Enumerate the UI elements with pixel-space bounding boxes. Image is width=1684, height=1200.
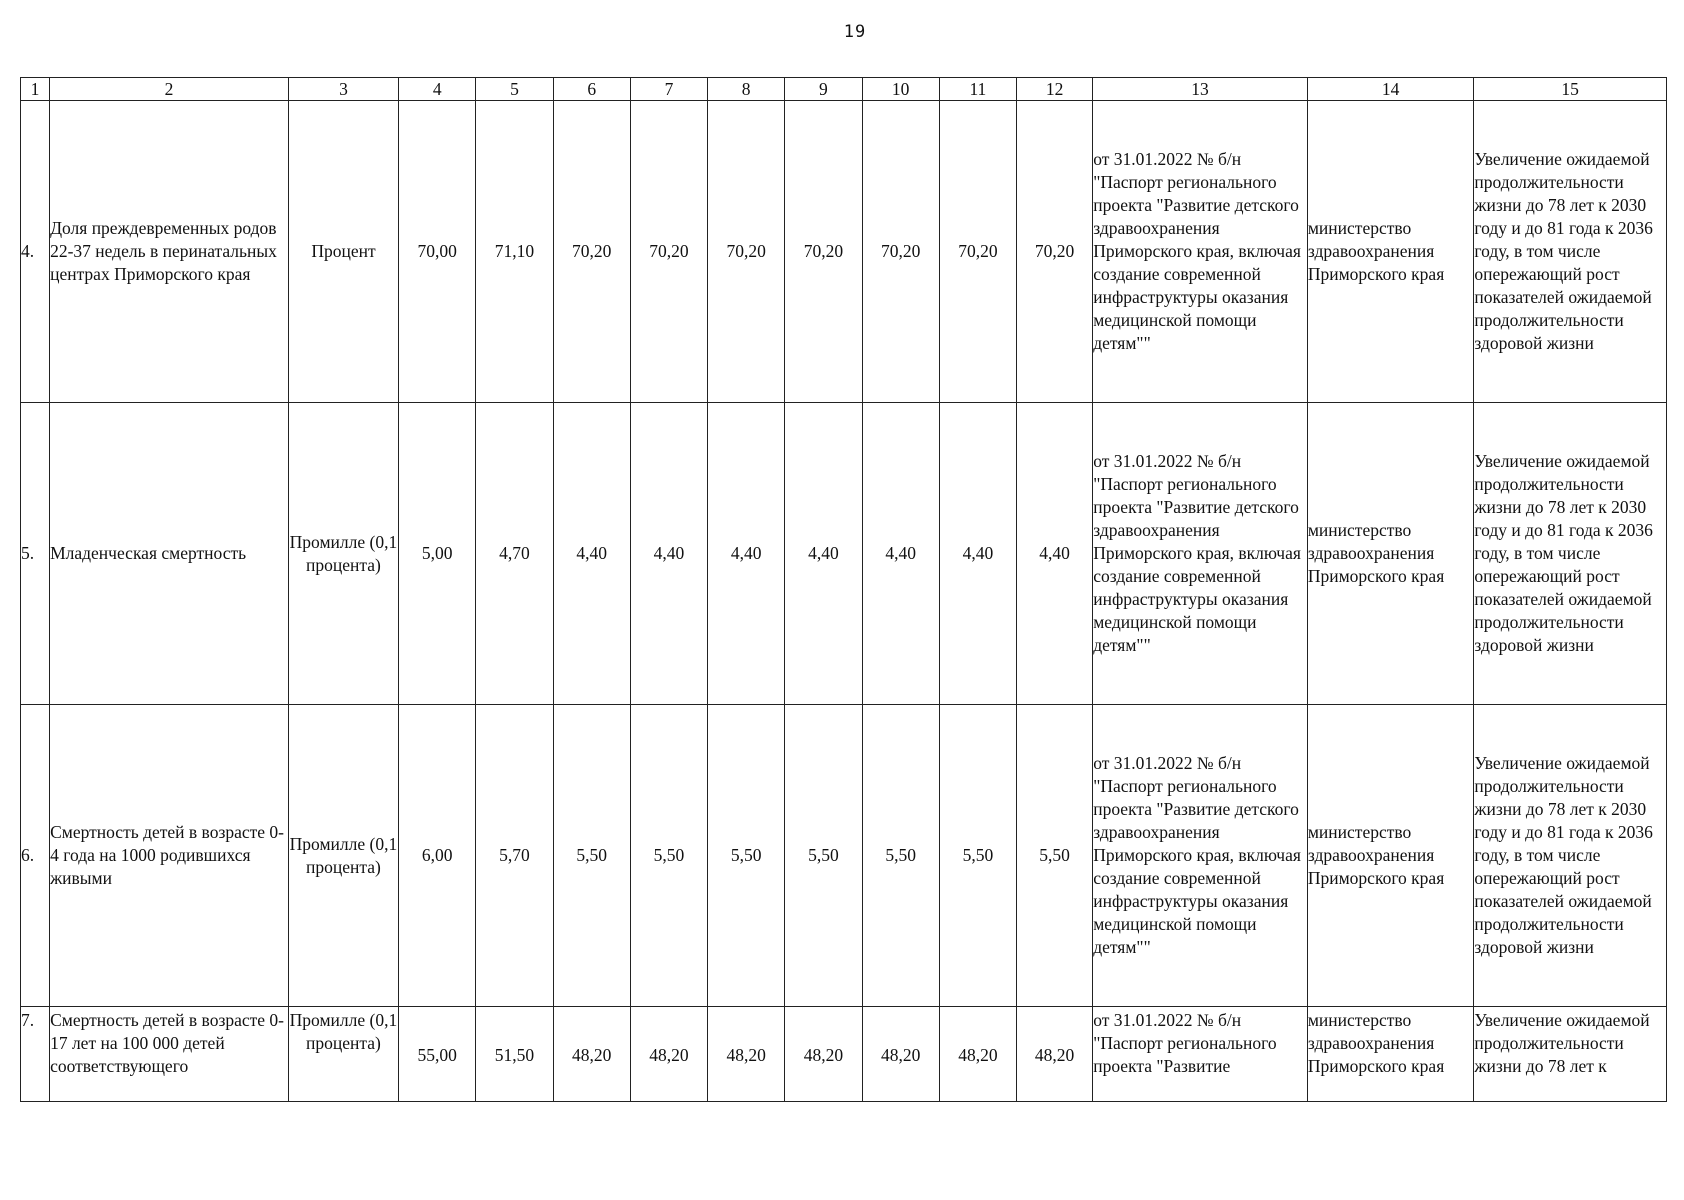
column-header: 4 [399, 78, 476, 101]
column-header: 15 [1474, 78, 1667, 101]
value-cell: 48,20 [785, 1007, 862, 1102]
expected-result: Увеличение ожидаемой продолжительности жизни до 78 лет к 2030 году и до 81 года к 2036 году, в том числе опережающий рост показателей ожидаемой продолжительности здоровой жизни [1474, 101, 1667, 403]
value-cell: 4,70 [476, 403, 553, 705]
indicator-name [50, 1007, 289, 1102]
value-cell: 70,20 [785, 101, 862, 403]
responsible-body: министерство здравоохранения Приморского края [1307, 705, 1474, 1007]
value-cell: 71,10 [476, 101, 553, 403]
source-document: от 31.01.2022 № б/н "Паспорт регионального проекта "Развитие детского здравоохранения Приморского края, включая создание современной инфраструктуры оказания медицинской помощи детям"" [1093, 101, 1308, 403]
column-header: 2 [50, 78, 289, 101]
value-cell: 5,50 [1017, 705, 1093, 1007]
value-cell: 5,50 [553, 705, 630, 1007]
column-header: 12 [1017, 78, 1093, 101]
indicator-name: Младенческая смертность [50, 403, 289, 705]
column-header: 11 [939, 78, 1016, 101]
value-cell: 48,20 [630, 1007, 707, 1102]
table-row [21, 705, 1667, 1007]
column-header: 1 [21, 78, 50, 101]
row-number: 5. [21, 403, 50, 705]
source-document [1093, 1007, 1308, 1102]
expected-result: Увеличение ожидаемой продолжительности жизни до 78 лет к 2030 году и до 81 года к 2036 году, в том числе опережающий рост показателей ожидаемой продолжительности здоровой жизни [1474, 705, 1667, 1007]
value-cell: 4,40 [862, 403, 939, 705]
value-cell: 70,20 [630, 101, 707, 403]
value-cell: 4,40 [939, 403, 1016, 705]
unit-text: Промилле (0,1 процента) [289, 1010, 398, 1053]
row-number-text: 7. [21, 1010, 35, 1030]
column-header: 13 [1093, 78, 1308, 101]
value-cell: 70,20 [1017, 101, 1093, 403]
column-header: 5 [476, 78, 553, 101]
value-cell: 48,20 [708, 1007, 785, 1102]
value-cell: 48,20 [1017, 1007, 1093, 1102]
value-cell: 5,00 [399, 403, 476, 705]
value-cell: 5,50 [939, 705, 1016, 1007]
value-cell: 70,20 [708, 101, 785, 403]
column-header: 8 [708, 78, 785, 101]
table-row [21, 1007, 1667, 1102]
unit-of-measure: Процент [288, 101, 398, 403]
expected-result: Увеличение ожидаемой продолжительности жизни до 78 лет к 2030 году и до 81 года к 2036 году, в том числе опережающий рост показателей ожидаемой продолжительности здоровой жизни [1474, 403, 1667, 705]
responsible-body [1307, 1007, 1474, 1102]
source-document: от 31.01.2022 № б/н "Паспорт регионального проекта "Развитие детского здравоохранения Приморского края, включая создание современной инфраструктуры оказания медицинской помощи детям"" [1093, 705, 1308, 1007]
responsible-body: министерство здравоохранения Приморского края [1307, 403, 1474, 705]
indicator-name-text: Смертность детей в возрасте 0-17 лет на 100 000 детей соответствующего [50, 1010, 285, 1076]
value-cell: 55,00 [399, 1007, 476, 1102]
expected-result [1474, 1007, 1667, 1102]
unit-of-measure [288, 1007, 398, 1102]
value-cell: 70,20 [939, 101, 1016, 403]
value-cell: 5,50 [862, 705, 939, 1007]
value-cell: 70,00 [399, 101, 476, 403]
source-document-text: от 31.01.2022 № б/н "Паспорт регионального проекта "Развитие [1093, 1010, 1277, 1076]
value-cell: 4,40 [708, 403, 785, 705]
value-cell: 4,40 [785, 403, 862, 705]
table-row [21, 403, 1667, 705]
column-header: 3 [288, 78, 398, 101]
responsible-body-text: министерство здравоохранения Приморского края [1307, 1010, 1445, 1076]
table-row [21, 101, 1667, 403]
column-header: 14 [1307, 78, 1474, 101]
value-cell: 5,70 [476, 705, 553, 1007]
row-number: 4. [21, 101, 50, 403]
expected-result-text: Увеличение ожидаемой продолжительности жизни до 78 лет к [1474, 1010, 1650, 1076]
value-cell: 4,40 [1017, 403, 1093, 705]
indicators-table [20, 77, 1667, 1102]
header-row [21, 78, 1667, 101]
column-header: 9 [785, 78, 862, 101]
unit-of-measure: Промилле (0,1 процента) [288, 705, 398, 1007]
row-number: 6. [21, 705, 50, 1007]
value-cell: 5,50 [630, 705, 707, 1007]
value-cell: 70,20 [862, 101, 939, 403]
indicator-name: Доля преждевременных родов 22-37 недель в перинатальных центрах Приморского края [50, 101, 289, 403]
value-cell: 5,50 [708, 705, 785, 1007]
unit-of-measure: Промилле (0,1 процента) [288, 403, 398, 705]
column-header: 10 [862, 78, 939, 101]
column-header: 7 [630, 78, 707, 101]
value-cell: 48,20 [939, 1007, 1016, 1102]
value-cell: 5,50 [785, 705, 862, 1007]
value-cell: 4,40 [553, 403, 630, 705]
value-cell: 6,00 [399, 705, 476, 1007]
value-cell: 48,20 [862, 1007, 939, 1102]
page-number: 19 [843, 22, 867, 42]
row-number [21, 1007, 50, 1102]
value-cell: 51,50 [476, 1007, 553, 1102]
column-header: 6 [553, 78, 630, 101]
indicator-name: Смертность детей в возрасте 0-4 года на 1000 родившихся живыми [50, 705, 289, 1007]
responsible-body: министерство здравоохранения Приморского края [1307, 101, 1474, 403]
source-document: от 31.01.2022 № б/н "Паспорт регионального проекта "Развитие детского здравоохранения Приморского края, включая создание современной инфраструктуры оказания медицинской помощи детям"" [1093, 403, 1308, 705]
value-cell: 48,20 [553, 1007, 630, 1102]
value-cell: 4,40 [630, 403, 707, 705]
value-cell: 70,20 [553, 101, 630, 403]
